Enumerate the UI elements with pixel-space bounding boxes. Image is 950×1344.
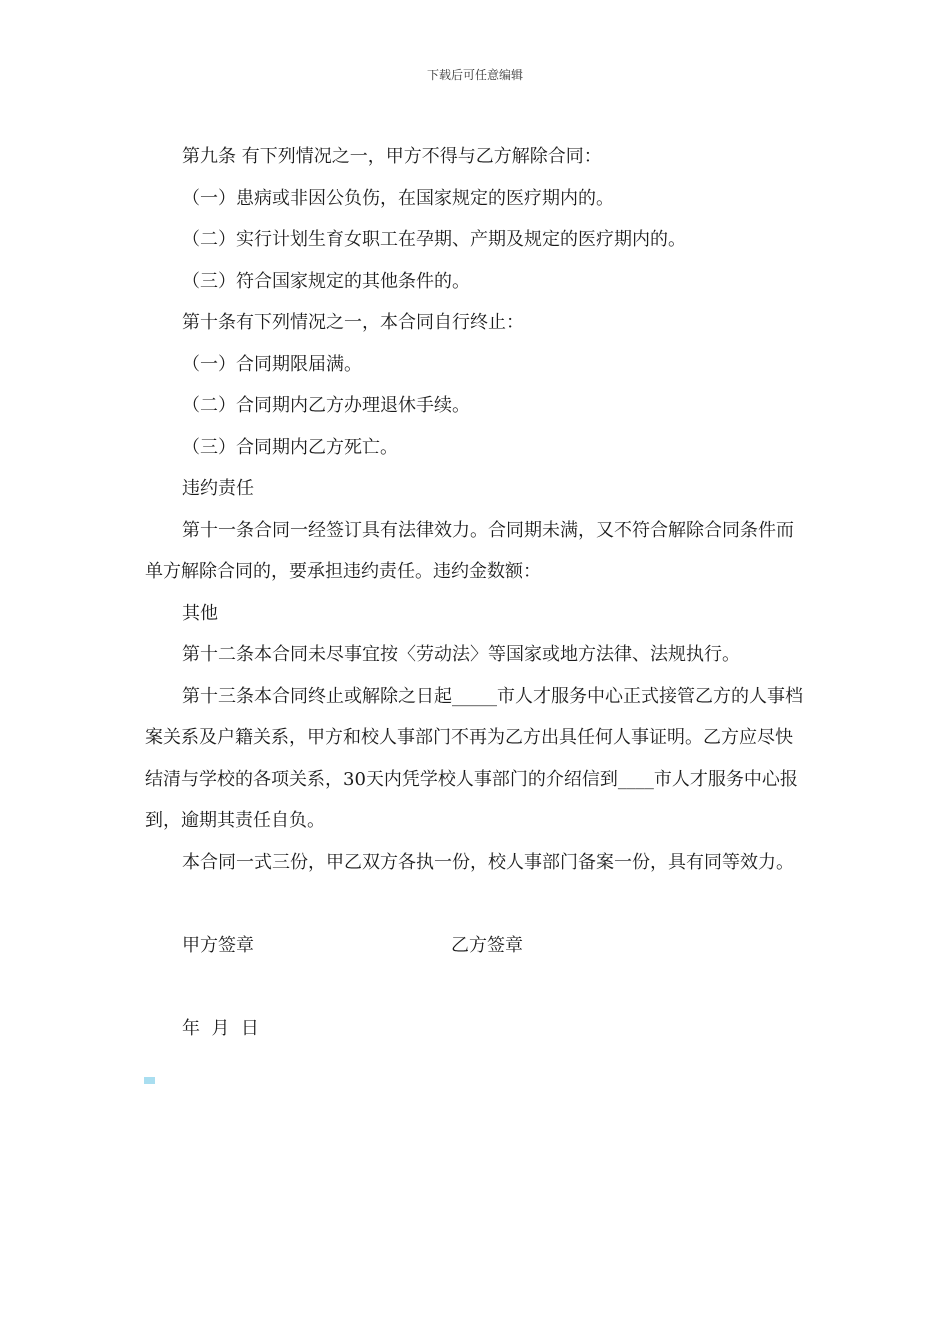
article-11: 第十一条合同一经签订具有法律效力。合同期未满，又不符合解除合同条件而单方解除合同的，要承担违约责任。违约金数额： [145, 519, 794, 582]
section-heading-other: 其他 [182, 602, 218, 624]
article-10-heading: 第十条有下列情况之一，本合同自行终止： [182, 312, 524, 333]
document-body [145, 136, 805, 1049]
article-9-item-3: （三）符合国家规定的其他条件的。 [182, 270, 470, 292]
party-b-signature-label: 乙方签章 [451, 934, 523, 956]
copies-clause: 本合同一式三份，甲乙双方各执一份，校人事部门备案一份，具有同等效力。 [182, 851, 794, 873]
blank-line [145, 883, 805, 925]
section-heading-liability: 违约责任 [182, 478, 254, 499]
article-13: 第十三条本合同终止或解除之日起_____市人才服务中心正式接管乙方的人事档案关系及户籍关系，甲方和校人事部门不再为乙方出具任何人事证明。乙方应尽快结清与学校的各项关系，30天内凭学校人事部门的介绍信到____市人才服务中心报到，逾期其责任自负。 [145, 685, 803, 831]
article-9-item-2: （二）实行计划生育女职工在孕期、产期及规定的医疗期内的。 [182, 229, 686, 250]
article-10-item-2: （二）合同期内乙方办理退休手续。 [182, 395, 470, 416]
blank-line [145, 966, 805, 1008]
article-9-heading: 第九条 有下列情况之一，甲方不得与乙方解除合同： [182, 146, 602, 167]
article-10-item-3: （三）合同期内乙方死亡。 [182, 436, 398, 458]
article-9-item-1: （一）患病或非因公负伤，在国家规定的医疗期内的。 [182, 187, 614, 209]
page-header: 下载后可任意编辑 [426, 68, 523, 82]
date-line: 年 月 日 [182, 1017, 259, 1039]
article-12: 第十二条本合同未尽事宜按〈劳动法〉等国家或地方法律、法规执行。 [182, 644, 740, 665]
article-10-item-1: （一）合同期限届满。 [182, 353, 362, 375]
party-a-signature-label: 甲方签章 [182, 934, 254, 956]
signature-row [145, 925, 805, 967]
text-cursor-mark [144, 1077, 155, 1084]
